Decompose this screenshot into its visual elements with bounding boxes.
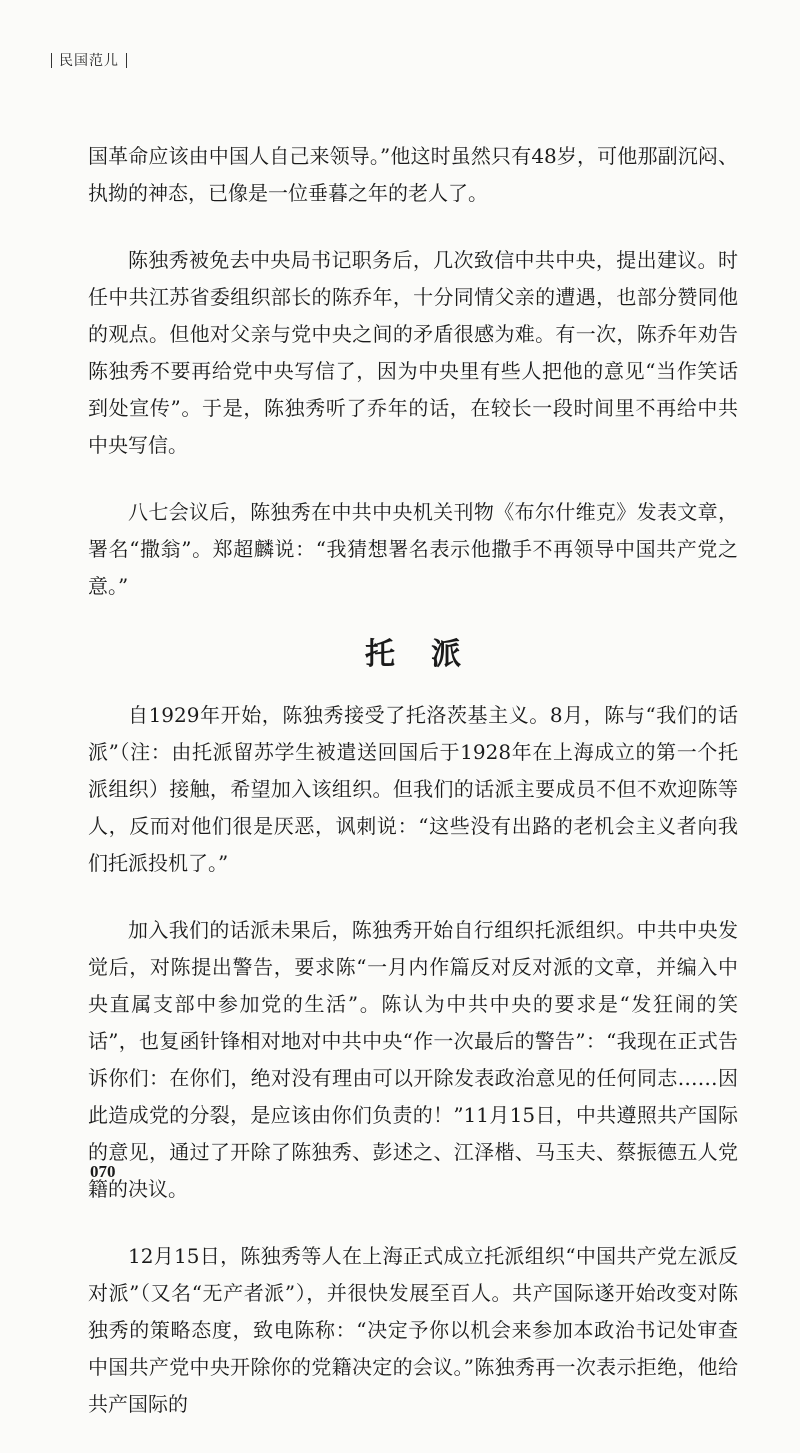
paragraph: 加入我们的话派未果后，陈独秀开始自行组织托派组织。中共中央发觉后，对陈提出警告，要求陈“一月内作篇反对反对派的文章，并编入中央直属支部中参加党的生活”。陈认为中共中央的要求是“发狂闹的笑话”，也复函针锋相对地对中共中央“作一次最后的警告”：“我现在正式告诉你们：在你们，绝对没有理由可以开除发表政治意见的任何同志……因此造成党的分裂，是应该由你们负责的！”11月15日，中共遵照共产国际的意见，通过了开除了陈独秀、彭述之、江泽楷、马玉夫、蔡振德五人党籍的决议。 [88, 918, 738, 1201]
book-title: 民国范儿 [59, 53, 119, 69]
paragraph: 自1929年开始，陈独秀接受了托洛茨基主义。8月，陈与“我们的话派”（注：由托派留苏学生被遣送回国后于1928年在上海成立的第一个托派组织）接触，希望加入该组织。但我们的话派主要成员不但不欢迎陈等人，反而对他们很是厌恶，讽刺说：“这些没有出路的老机会主义者向我们托派投机了。” [88, 703, 738, 875]
header-right-rule [126, 53, 127, 68]
header-left-rule [51, 53, 52, 68]
paragraph-continued: 国革命应该由中国人自己来领导。”他这时虽然只有48岁，可他那副沉闷、执拗的神态，已像是一位垂暮之年的老人了。 [88, 144, 738, 205]
paragraph: 12月15日，陈独秀等人在上海正式成立托派组织“中国共产党左派反对派”（又名“无产者派”），并很快发展至百人。共产国际遂开始改变对陈独秀的策略态度，致电陈称：“决定予你以机会来参加本政治书记处审查中国共产党中央开除你的党籍决定的会议。”陈独秀再一次表示拒绝，他给共产国际的 [88, 1244, 738, 1416]
running-header [44, 50, 134, 70]
paragraph: 陈独秀被免去中央局书记职务后，几次致信中共中央，提出建议。时任中共江苏省委组织部长的陈乔年，十分同情父亲的遭遇，也部分赞同他的观点。但他对父亲与党中央之间的矛盾很感为难。有一次，陈乔年劝告陈独秀不要再给党中央写信了，因为中央里有些人把他的意见“当作笑话到处宣传”。于是，陈独秀听了乔年的话，在较长一段时间里不再给中共中央写信。 [88, 248, 738, 457]
body-text [88, 138, 738, 1453]
page-number: 070 [90, 1162, 116, 1181]
paragraph: 八七会议后，陈独秀在中共中央机关刊物《布尔什维克》发表文章，署名“撒翁”。郑超麟说：“我猜想署名表示他撒手不再领导中国共产党之意。” [88, 500, 738, 598]
section-heading: 托派 [365, 637, 497, 672]
